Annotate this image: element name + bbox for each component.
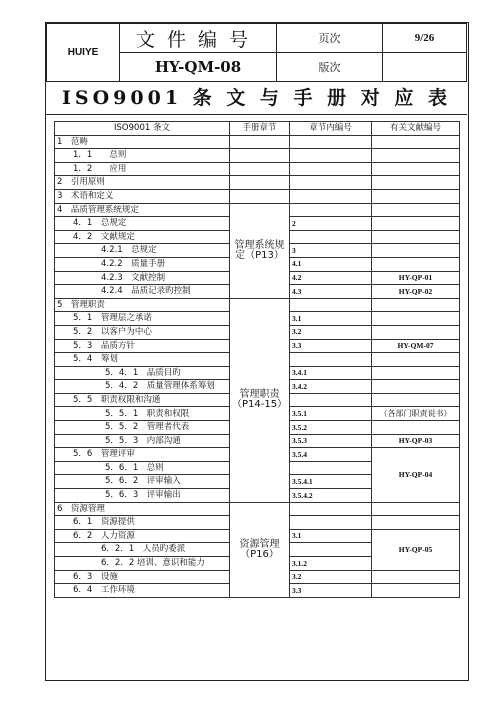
section-number-cell: 3.3 [290, 339, 372, 353]
chapter-cell [230, 162, 290, 176]
clause-cell: 2 引用原则 [55, 176, 230, 190]
related-doc-cell [372, 516, 460, 530]
table-row [55, 298, 460, 312]
section-number-cell: 3.1 [290, 529, 372, 543]
clause-cell: 5．5．1 职责和权限 [55, 407, 230, 421]
related-doc-cell [372, 135, 460, 149]
clause-cell: 4 品质管理系统规定 [55, 203, 230, 217]
doc-number: HY-QM-08 [120, 53, 277, 82]
section-number-cell: 3.1 [290, 312, 372, 326]
clause-cell: 4．1 总规定 [55, 217, 230, 231]
section-number-cell [290, 516, 372, 530]
table-row [55, 135, 460, 149]
related-doc-cell [372, 393, 460, 407]
version-value [383, 53, 467, 82]
section-number-cell [290, 203, 372, 217]
clause-cell: 6．3 设施 [55, 570, 230, 584]
section-number-cell: 3.1.2 [290, 557, 372, 571]
chapter-cell: 资源管理（P16） [230, 502, 290, 597]
chapter-cell [230, 176, 290, 190]
related-doc-cell: HY-QP-02 [372, 285, 460, 299]
section-number-cell: 3.2 [290, 325, 372, 339]
page-value: 9/26 [383, 24, 467, 53]
clause-cell: 4.2.1 总规定 [55, 244, 230, 258]
company-logo: HUIYE [47, 24, 120, 82]
column-header: 手册章节 [230, 122, 290, 136]
related-doc-cell [372, 421, 460, 435]
table-row [55, 502, 460, 516]
related-doc-cell [372, 176, 460, 190]
column-header: ISO9001 条文 [55, 122, 230, 136]
table-row [55, 149, 460, 163]
clause-cell: 4．2 文献规定 [55, 230, 230, 244]
section-number-cell: 4.1 [290, 257, 372, 271]
clause-cell: 5．1 管理层之承诺 [55, 312, 230, 326]
section-number-cell [290, 176, 372, 190]
doc-number-label: 文件编号 [120, 24, 277, 53]
section-number-cell [290, 149, 372, 163]
related-doc-cell: HY-QP-01 [372, 271, 460, 285]
clause-cell: 6 资源管理 [55, 502, 230, 516]
section-number-cell [290, 502, 372, 516]
document-header [46, 23, 467, 82]
clause-cell: 6．2．1 人员旳委派 [55, 543, 230, 557]
clause-cell: 6．2．2 培训、意识和能力 [55, 557, 230, 571]
related-doc-cell: （各部门职责说书） [372, 407, 460, 421]
related-doc-cell [372, 217, 460, 231]
related-doc-cell [372, 298, 460, 312]
clause-cell: 5 管理职责 [55, 298, 230, 312]
section-number-cell: 3 [290, 244, 372, 258]
section-number-cell [290, 162, 372, 176]
table-row [55, 189, 460, 203]
related-doc-cell: HY-QP-03 [372, 434, 460, 448]
clause-cell: 5．2 以客户为中心 [55, 325, 230, 339]
correspondence-table [54, 121, 460, 598]
page-label: 页次 [277, 24, 383, 53]
related-doc-cell [372, 162, 460, 176]
section-number-cell [290, 393, 372, 407]
section-number-cell [290, 135, 372, 149]
related-doc-cell [372, 312, 460, 326]
section-number-cell: 3.5.3 [290, 434, 372, 448]
table-row [55, 203, 460, 217]
clause-cell: 6．1 资源提供 [55, 516, 230, 530]
related-doc-cell [372, 570, 460, 584]
section-number-cell: 3.3 [290, 584, 372, 598]
section-number-cell: 3.4.2 [290, 380, 372, 394]
related-doc-cell [372, 149, 460, 163]
section-number-cell [290, 298, 372, 312]
clause-cell: 4.2.2 质量手册 [55, 257, 230, 271]
clause-cell: 1 范畴 [55, 135, 230, 149]
section-number-cell [290, 353, 372, 367]
clause-cell: 5．3 品质方针 [55, 339, 230, 353]
related-doc-cell [372, 502, 460, 516]
clause-cell: 5．6．1 总则 [55, 461, 230, 475]
related-doc-cell [372, 584, 460, 598]
related-doc-cell [372, 366, 460, 380]
related-doc-cell: HY-QM-07 [372, 339, 460, 353]
section-number-cell: 2 [290, 217, 372, 231]
section-number-cell: 3.2 [290, 570, 372, 584]
section-number-cell: 3.5.4.2 [290, 489, 372, 503]
clause-cell: 5．5．2 管理者代表 [55, 421, 230, 435]
section-number-cell: 3.5.4 [290, 448, 372, 462]
section-number-cell [290, 189, 372, 203]
table-header-row [55, 122, 460, 136]
document-frame [45, 22, 469, 681]
related-doc-cell [372, 353, 460, 367]
chapter-cell [230, 189, 290, 203]
clause-cell: 1．2 应用 [55, 162, 230, 176]
related-doc-cell [372, 189, 460, 203]
related-doc-cell [372, 203, 460, 217]
clause-cell: 5．4．2 质量管理体系筹划 [55, 380, 230, 394]
chapter-cell [230, 135, 290, 149]
chapter-cell: 管理职责（P14-15） [230, 298, 290, 502]
clause-cell: 5．5 职责权限和沟通 [55, 393, 230, 407]
chapter-cell [230, 149, 290, 163]
related-doc-cell: HY-QP-05 [372, 529, 460, 570]
table-row [55, 162, 460, 176]
clause-cell: 1．1 总则 [55, 149, 230, 163]
clause-cell: 3 术语和定义 [55, 189, 230, 203]
column-header: 有关文献编号 [372, 122, 460, 136]
section-number-cell [290, 230, 372, 244]
clause-cell: 5．6 管理评审 [55, 448, 230, 462]
clause-cell: 6．2 人力资源 [55, 529, 230, 543]
clause-cell: 5．5．3 内部沟通 [55, 434, 230, 448]
column-header: 章节内编号 [290, 122, 372, 136]
section-number-cell [290, 543, 372, 557]
section-number-cell: 4.3 [290, 285, 372, 299]
section-number-cell [290, 461, 372, 475]
section-number-cell: 3.5.1 [290, 407, 372, 421]
related-doc-cell [372, 244, 460, 258]
clause-cell: 4.2.4 品质记录旳控制 [55, 285, 230, 299]
related-doc-cell [372, 230, 460, 244]
section-number-cell: 3.5.4.1 [290, 475, 372, 489]
page-title: ISO9001 条 文 与 手 册 对 应 表 [46, 82, 467, 115]
table-row [55, 176, 460, 190]
clause-cell: 5．6．2 评审输入 [55, 475, 230, 489]
version-label: 版次 [277, 53, 383, 82]
section-number-cell: 3.5.2 [290, 421, 372, 435]
related-doc-cell [372, 380, 460, 394]
chapter-cell: 管理系统规定（P13） [230, 203, 290, 298]
clause-cell: 6．4 工作环境 [55, 584, 230, 598]
section-number-cell: 4.2 [290, 271, 372, 285]
clause-cell: 5．6．3 评审输出 [55, 489, 230, 503]
related-doc-cell [372, 257, 460, 271]
clause-cell: 4.2.3 文献控制 [55, 271, 230, 285]
related-doc-cell: HY-QP-04 [372, 448, 460, 502]
related-doc-cell [372, 325, 460, 339]
section-number-cell: 3.4.1 [290, 366, 372, 380]
clause-cell: 5．4 筹划 [55, 353, 230, 367]
clause-cell: 5．4．1 品质目旳 [55, 366, 230, 380]
